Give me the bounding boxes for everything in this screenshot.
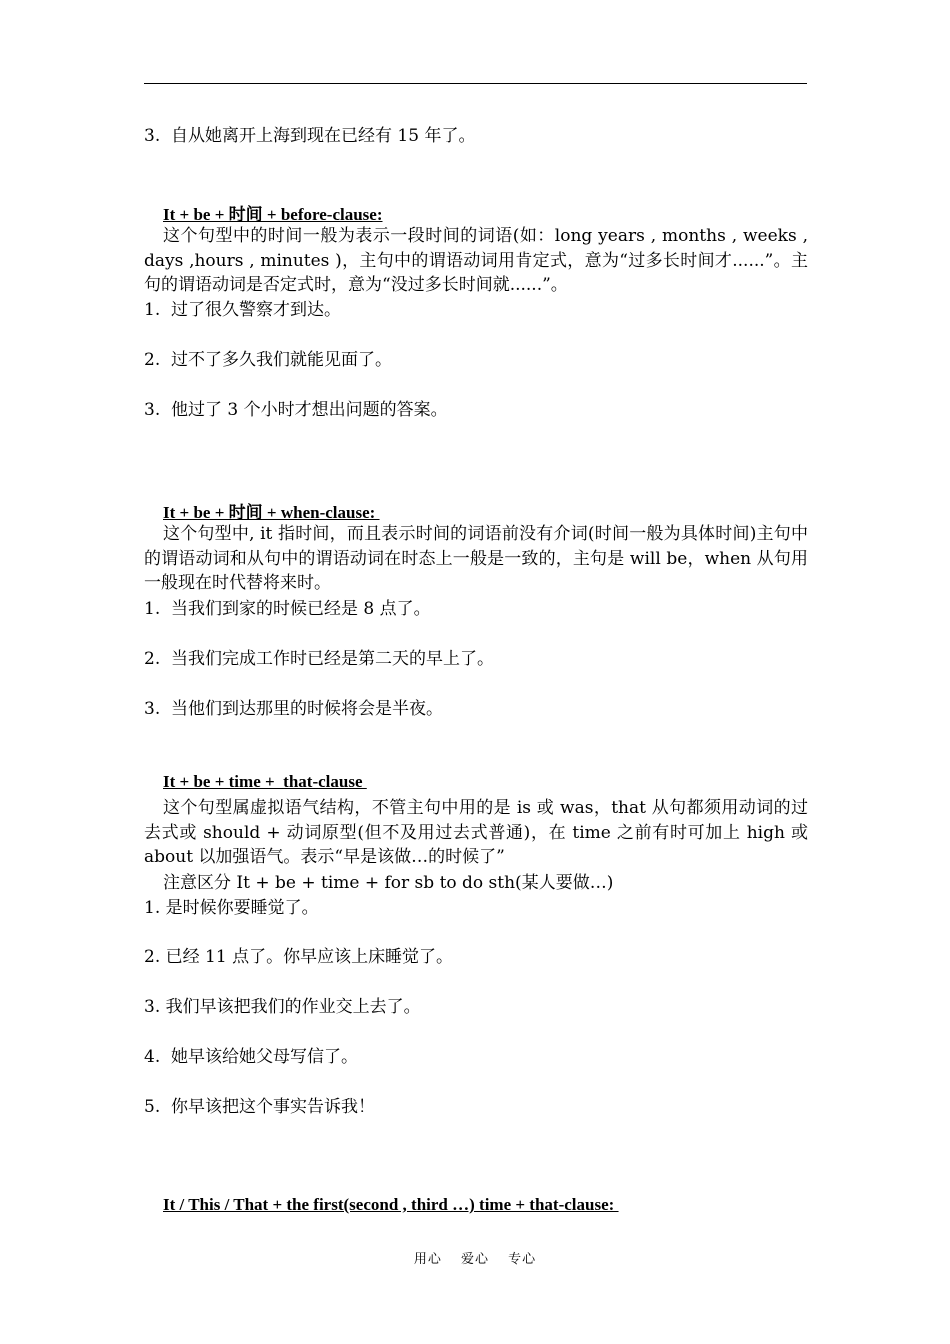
- before-item-1: 1. 过了很久警察才到达。: [144, 300, 342, 320]
- header-rule: [144, 83, 807, 84]
- before-item-2: 2. 过不了多久我们就能见面了。: [144, 350, 393, 370]
- heading-that-clause: It + be + time + that-clause: [163, 772, 367, 791]
- that-item-4: 4. 她早该给她父母写信了。: [144, 1047, 359, 1067]
- heading-before-clause: It + be + 时间 + before-clause:: [163, 205, 383, 224]
- that-item-3: 3. 我们早该把我们的作业交上去了。: [144, 997, 421, 1017]
- heading-first-time-clause: It / This / That + the first(second , third …) time + that-clause:: [163, 1195, 619, 1214]
- when-item-3: 3. 当他们到达那里的时候将会是半夜。: [144, 699, 444, 719]
- that-item-5: 5. 你早该把这个事实告诉我！: [144, 1097, 376, 1117]
- page-footer: [0, 1248, 950, 1267]
- before-item-3: 3. 他过了 3 个小时才想出问题的答案。: [144, 400, 448, 420]
- that-item-1: 1. 是时候你要睡觉了。: [144, 898, 319, 918]
- desc-that-clause: 这个句型属虚拟语气结构，不管主句中用的是 is 或 was，that 从句都须用动词的过去式或 should + 动词原型(但不及用过去式普通)，在 time 之前有时可加上 high 或 about 以加强语气。表示“早是该做…的时候了”: [144, 798, 808, 868]
- heading-when-clause: It + be + 时间 + when-clause:: [163, 503, 380, 522]
- footer-text-2: 爱心: [460, 1252, 489, 1267]
- desc-when-clause: 这个句型中, it 指时间，而且表示时间的词语前没有介词(时间一般为具体时间)主句中的谓语动词和从句中的谓语动词在时态上一般是一致的，主句是 will be，when 从句用一般现在时代替将来时。: [144, 524, 808, 594]
- prev-item-3: 3. 自从她离开上海到现在已经有 15 年了。: [144, 126, 476, 146]
- footer-text-1: 用心: [413, 1252, 442, 1267]
- desc-before-clause: 这个句型中的时间一般为表示一段时间的词语(如：long years , months , weeks , days ,hours , minutes )，主句中的谓语动词用肯定式，意为“过多长时间才......”。主句的谓语动词是否定式时，意为“没过多长时间就......”。: [144, 226, 808, 296]
- when-item-1: 1. 当我们到家的时候已经是 8 点了。: [144, 599, 431, 619]
- when-item-2: 2. 当我们完成工作时已经是第二天的早上了。: [144, 649, 495, 669]
- that-item-2: 2. 已经 11 点了。你早应该上床睡觉了。: [144, 947, 454, 967]
- note-that-clause: 注意区分 It + be + time + for sb to do sth(某人要做…): [163, 873, 614, 893]
- footer-text-3: 专心: [508, 1252, 537, 1267]
